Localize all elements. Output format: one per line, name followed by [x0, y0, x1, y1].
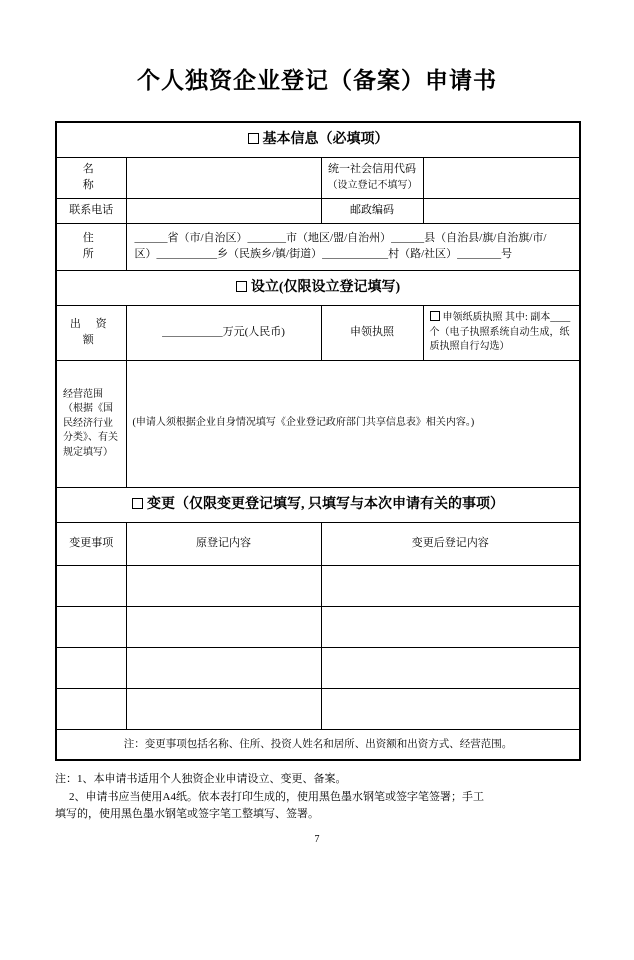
change-table-row	[56, 607, 580, 648]
input-capital[interactable]: ___________万元(人民币)	[126, 306, 321, 361]
change-cell-original[interactable]	[126, 566, 321, 607]
change-table-row	[56, 689, 580, 730]
section-header-basic-row	[56, 122, 580, 158]
change-col-new: 变更后登记内容	[321, 523, 580, 566]
address-line-1: ______省（市/自治区）_______市（地区/盟/自治州）______县（自治县/旗/自治旗/市/	[134, 232, 547, 245]
change-table-row	[56, 648, 580, 689]
row-name	[56, 158, 580, 199]
label-capital: 出 资 额	[56, 306, 126, 361]
section-header-change	[56, 487, 580, 522]
row-address	[56, 224, 580, 271]
checkbox-basic-icon[interactable]	[248, 133, 259, 144]
license-option-1-label: 申领纸质执照	[442, 312, 503, 324]
change-cell-original[interactable]	[126, 607, 321, 648]
checkbox-paper-license-icon[interactable]	[430, 311, 440, 321]
checkbox-change-icon[interactable]	[132, 498, 143, 509]
label-credit-code-sub: （设立登记不填写）	[327, 180, 418, 192]
footnotes	[55, 771, 579, 824]
page-number: 7	[314, 834, 320, 846]
section-header-basic-label: 基本信息（必填项）	[262, 132, 389, 147]
change-table-row	[56, 566, 580, 607]
change-cell-item[interactable]	[56, 566, 126, 607]
row-capital	[56, 306, 580, 361]
section-header-basic	[56, 122, 580, 158]
application-form-table	[55, 121, 581, 761]
change-cell-item[interactable]	[56, 648, 126, 689]
label-address: 住 所	[56, 224, 126, 271]
label-business-scope: 经营范围（根据《国民经济行业分类》、有关规定填写）	[56, 360, 126, 487]
section-header-change-label: 变更（仅限变更登记填写, 只填写与本次申请有关的事项）	[147, 496, 504, 512]
label-credit-code-main: 统一社会信用代码	[328, 163, 416, 176]
checkbox-establish-icon[interactable]	[236, 281, 247, 292]
page-title: 个人独资企业登记（备案）申请书	[137, 68, 497, 93]
change-cell-original[interactable]	[126, 689, 321, 730]
footnote-line-2: 2、申请书应当使用A4纸。依本表打印生成的，使用黑色墨水钢笔或签字笔签署；手工	[69, 790, 484, 803]
business-scope-note: (申请人须根据企业自身情况填写《企业登记政府部门共享信息表》相关内容。)	[132, 416, 475, 428]
section-header-establish-label: 设立(仅限设立登记填写)	[250, 279, 401, 295]
footnote-line-1: 注：1、本申请书适用个人独资企业申请设立、变更、备案。	[55, 773, 347, 786]
input-credit-code[interactable]	[423, 158, 580, 199]
label-license: 申领执照	[321, 306, 423, 361]
row-business-scope	[56, 360, 580, 487]
section-header-change-row	[56, 487, 580, 522]
label-name: 名 称	[56, 158, 126, 199]
document-page	[0, 62, 634, 960]
input-address[interactable]	[126, 224, 580, 271]
input-postcode[interactable]	[423, 199, 580, 224]
change-note: 注：变更事项包括名称、住所、投资人姓名和居所、出资额和出资方式、经营范围。	[56, 730, 580, 761]
label-postcode: 邮政编码	[321, 199, 423, 224]
change-cell-new[interactable]	[321, 607, 580, 648]
section-header-establish	[56, 270, 580, 305]
address-line-2: 区）___________乡（民族乡/镇/街道）____________村（路/社区）________号	[134, 248, 513, 261]
license-options[interactable]	[423, 306, 580, 361]
row-phone	[56, 199, 580, 224]
change-note-row	[56, 730, 580, 761]
change-col-original: 原登记内容	[126, 523, 321, 566]
change-cell-new[interactable]	[321, 566, 580, 607]
footnote-line-3: 填写的，使用黑色墨水钢笔或签字笔工整填写、签署。	[55, 808, 319, 821]
section-header-establish-row	[56, 270, 580, 305]
change-cell-item[interactable]	[56, 607, 126, 648]
input-business-scope[interactable]	[126, 360, 580, 487]
label-phone: 联系电话	[56, 199, 126, 224]
change-cell-new[interactable]	[321, 689, 580, 730]
input-name[interactable]	[126, 158, 321, 199]
change-cell-item[interactable]	[56, 689, 126, 730]
change-col-item: 变更事项	[56, 523, 126, 566]
change-cell-new[interactable]	[321, 648, 580, 689]
license-option-2-label: 其中: 副本____个（电子执照系统自动生成，纸质执照自行勾选）	[429, 312, 571, 353]
change-table-header-row	[56, 523, 580, 566]
change-cell-original[interactable]	[126, 648, 321, 689]
input-phone[interactable]	[126, 199, 321, 224]
label-credit-code	[321, 158, 423, 199]
